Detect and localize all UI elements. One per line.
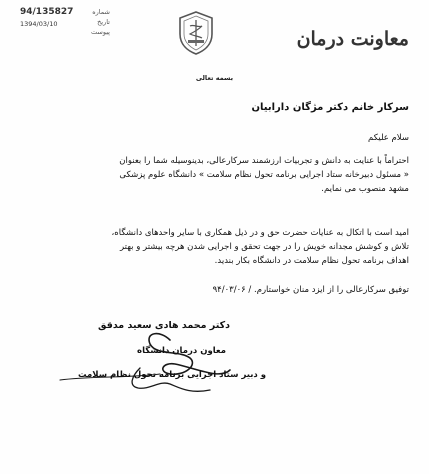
signatory-title-secondary: و دبیر ستاد اجرایی برنامه تحول نظام سلامت [78, 370, 266, 380]
letter-meta [20, 8, 110, 38]
meta-attachment-row [20, 28, 110, 38]
greeting: سلام علیکم [368, 133, 409, 143]
meta-number-row [20, 8, 110, 18]
signature-block [20, 310, 280, 405]
paragraph-line: تلاش و کوشش مجدانه خویش را در جهت تحقق و اجرایی شدن هرچه بیشتر و بهتر [119, 242, 409, 252]
closing-line: توفیق سرکارعالی را از ایزد منان خواستارم. / ۹۴/۰۳/۰۶ [212, 285, 409, 295]
letter-date: 1394/03/10 [20, 20, 58, 28]
department-title: معاونت درمان [296, 28, 409, 50]
addressee: سرکار خانم دکتر مژگان دارابیان [251, 102, 409, 113]
letterhead [0, 0, 429, 62]
meta-date-row [20, 18, 110, 28]
letter-number-label: شماره [92, 8, 110, 16]
paragraph-line: اهداف برنامه تحول نظام سلامت در دانشگاه بکار بندید. [214, 256, 409, 266]
university-emblem-icon [176, 10, 216, 56]
letter-date-label: تاریخ [97, 18, 110, 26]
paragraph-appointment [24, 154, 409, 196]
signatory-title: معاون درمان دانشگاه [137, 346, 226, 356]
bismillah-heading: بسمه تعالی [195, 74, 234, 82]
paragraph-hope [24, 226, 409, 268]
letter-number: 94/135827 [20, 7, 74, 17]
letter-attachment-label: پیوست [91, 28, 110, 36]
paragraph-line: احتراماً با عنایت به دانش و تجربیات ارزشمند سرکارعالی، بدینوسیله شما را بعنوان [119, 156, 409, 166]
paragraph-line: « مسئول دبیرخانه ستاد اجرایی برنامه تحول نظام سلامت » دانشگاه علوم پزشکی [119, 170, 409, 180]
paragraph-line: امید است با اتکال به عنایات حضرت حق و در ذیل همکاری با سایر واحدهای دانشگاه، [111, 228, 409, 238]
signatory-name: دکتر محمد هادی سعید مدقق [98, 320, 230, 331]
paragraph-line: مشهد منصوب می نمایم. [321, 184, 409, 194]
